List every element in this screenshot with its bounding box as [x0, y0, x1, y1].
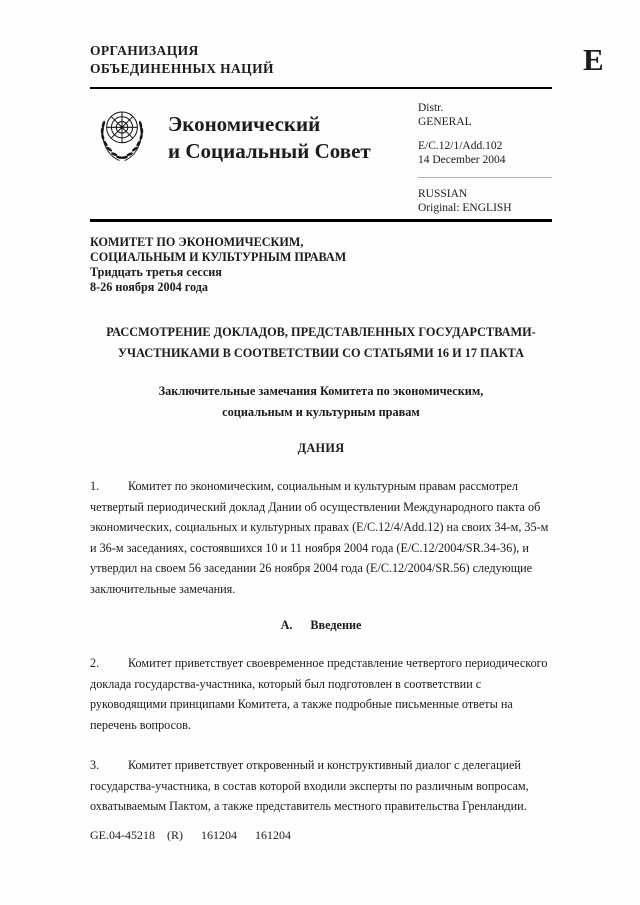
org-name-line2: ОБЪЕДИНЕННЫХ НАЦИЙ — [90, 60, 274, 76]
footer-doc-ref: GE.04-45218 — [90, 828, 155, 842]
document-symbol: E/C.12/1/Add.102 — [418, 139, 503, 152]
council-title — [168, 111, 371, 219]
document-title — [90, 322, 552, 364]
committee-block — [90, 235, 552, 296]
country-heading: ДАНИЯ — [297, 441, 345, 456]
paragraph-1 — [90, 476, 552, 599]
paragraph-3 — [90, 755, 552, 817]
document-date: 14 December 2004 — [418, 153, 506, 166]
language-group — [418, 187, 552, 215]
distr-value: GENERAL — [418, 115, 472, 128]
paragraph-3-number: 3. — [90, 758, 100, 773]
document-subtitle-line2: социальным и культурным правам — [222, 405, 420, 420]
council-title-line1: Экономический — [168, 111, 321, 136]
document-content — [90, 0, 552, 817]
document-title-line1: РАССМОТРЕНИЕ ДОКЛАДОВ, ПРЕДСТАВЛЕННЫХ ГОСУДАРСТВАМИ- — [106, 324, 536, 339]
page-footer — [90, 828, 291, 843]
council-title-line2: и Социальный Совет — [168, 138, 371, 163]
org-name-line1: ОРГАНИЗАЦИЯ — [90, 43, 199, 58]
document-title-line2: УЧАСТНИКАМИ В СООТВЕТСТВИИ СО СТАТЬЯМИ 16 И 17 ПАКТА — [118, 345, 524, 360]
org-name — [90, 42, 552, 78]
committee-name-line1: КОМИТЕТ ПО ЭКОНОМИЧЕСКИМ, — [90, 234, 304, 249]
session-number: Тридцать третья сессия — [90, 265, 222, 280]
footer-date-code-2: 161204 — [255, 828, 291, 842]
footer-date-code-1: 161204 — [201, 828, 237, 842]
paragraph-3-text: Комитет приветствует откровенный и конструктивный диалог с делегацией государства-участника, в состав которой входили эксперты по различным вопросам, охватываемым Пактом, а также представитель местного правительства Гренландии. — [90, 758, 529, 814]
paragraph-1-number: 1. — [90, 479, 100, 494]
document-language: RUSSIAN — [418, 187, 468, 200]
paragraph-1-text: Комитет по экономическим, социальным и культурным правам рассмотрел четвертый периодический доклад Дании об осуществлении Международного пакта об экономических, социальных и культурных правах (E/C.12/4/Add.12) на своих 34-м, 35-м и 36-м заседаниях, состоявшихся 10 и 11 ноября 2004 года (E/C.12/2004/SR.34-36), и утвердил на своем 56 заседании 26 ноября 2004 года (E/C.12/2004/SR.56) следующие заключительные замечания. — [90, 479, 549, 596]
paragraph-2-text: Комитет приветствует своевременное представление четвертого периодического доклада государства-участника, который был подготовлен в соответствии с руководящими принципами Комитета, а также подробные письменные ответы на перечень вопросов. — [90, 656, 548, 732]
distribution-divider — [418, 177, 552, 178]
document-subtitle-line1: Заключительные замечания Комитета по экономическим, — [158, 384, 484, 399]
distribution-block — [418, 101, 552, 225]
original-language-label: Original: — [418, 201, 460, 214]
footer-lang-code: (R) — [167, 828, 183, 842]
document-subtitle — [90, 381, 552, 423]
document-series-letter: E — [583, 42, 604, 77]
original-language — [418, 201, 552, 215]
distr-label: Distr. — [418, 101, 444, 114]
section-a-letter: A. — [280, 618, 293, 633]
symbol-date-group — [418, 139, 552, 167]
session-dates: 8-26 ноября 2004 года — [90, 280, 209, 295]
committee-name-line2: СОЦИАЛЬНЫМ И КУЛЬТУРНЫМ ПРАВАМ — [90, 249, 347, 264]
un-emblem-icon — [90, 103, 154, 219]
distribution-type — [418, 101, 552, 129]
paragraph-2 — [90, 653, 552, 735]
original-language-value: ENGLISH — [462, 201, 512, 214]
section-a-heading — [90, 618, 552, 633]
masthead — [90, 89, 552, 219]
paragraph-2-number: 2. — [90, 656, 100, 671]
section-a-title: Введение — [310, 618, 362, 633]
